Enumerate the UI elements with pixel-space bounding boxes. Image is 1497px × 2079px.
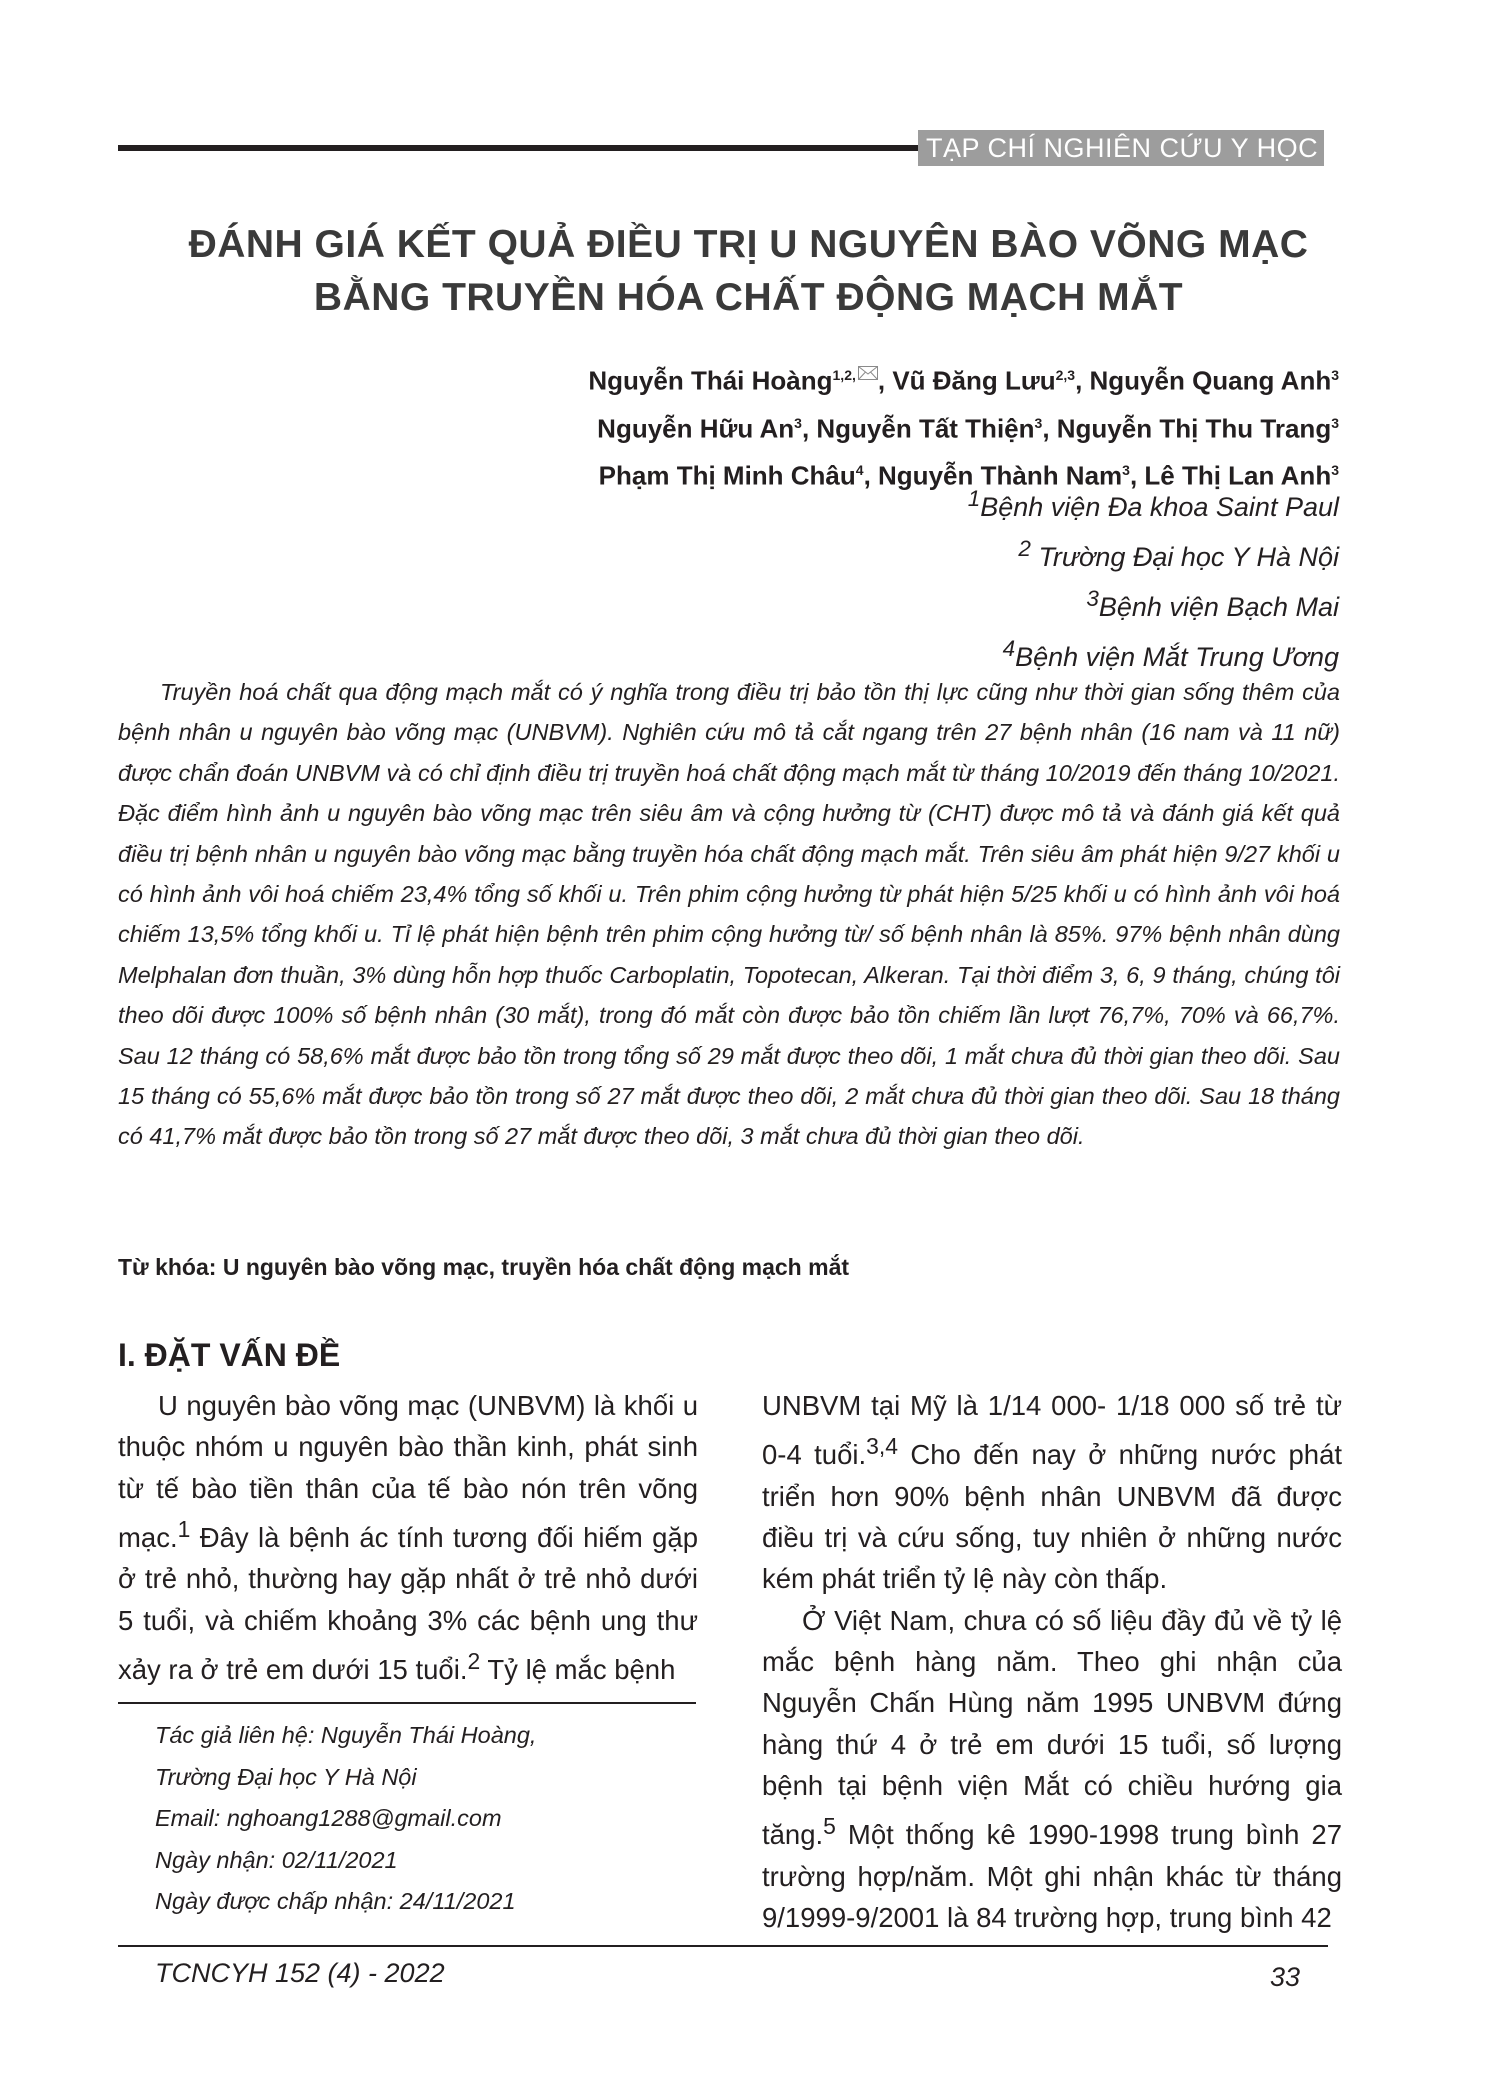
- abstract: [118, 672, 1340, 1157]
- email-text: Email: nghoang1288@gmail.com: [155, 1805, 502, 1831]
- author-affil-sup: 3: [1331, 414, 1339, 431]
- citation-sup: 2: [467, 1647, 481, 1674]
- author-name: Phạm Thị Minh Châu: [598, 460, 856, 491]
- author-affil-sup: 2,3: [1055, 367, 1076, 383]
- affiliation-4: [968, 628, 1339, 678]
- body-text: UNBVM tại Mỹ là 1/14 000- 1/18 000 số trẻ từ 0-4 tuổi.: [762, 1390, 1342, 1471]
- author-affil-sup: 3: [1034, 414, 1043, 431]
- author-name: , Vũ Đăng Lưu: [877, 365, 1056, 396]
- affiliation-list: [968, 478, 1339, 678]
- citation-sup: 3,4: [866, 1433, 898, 1460]
- affiliation-2: [968, 528, 1339, 578]
- footer-rule: [118, 1945, 1328, 1947]
- author-line-2: [588, 402, 1339, 450]
- body-column-right: [762, 1385, 1342, 1938]
- keywords: Từ khóa: U nguyên bào võng mạc, truyền hóa chất động mạch mắt: [118, 1254, 850, 1280]
- author-name: , Nguyễn Quang Anh: [1075, 365, 1332, 396]
- footnote: [155, 1715, 536, 1923]
- author-line-1: [588, 350, 1339, 402]
- body-column-left: [118, 1385, 698, 1690]
- envelope-icon: [858, 350, 878, 392]
- abstract-text: Truyền hoá chất qua động mạch mắt có ý nghĩa trong điều trị bảo tồn thị lực cũng như thời gian sống thêm của bệnh nhân u nguyên bào võng mạc (UNBVM). Nghiên cứu mô tả cắt ngang trên 27 bệnh nhân (16 nam và 11 nữ) được chẩn đoán UNBVM và có chỉ định điều trị truyền hoá chất động mạch mắt từ tháng 10/2019 đến tháng 10/2021. Đặc điểm hình ảnh u nguyên bào võng mạc trên siêu âm và cộng hưởng từ (CHT) được mô tả và đánh giá kết quả điều trị bệnh nhân u nguyên bào võng mạc bằng truyền hóa chất động mạch mắt. Trên siêu âm phát hiện 9/27 khối u có hình ảnh vôi hoá chiếm 23,4% tổng số khối u. Trên phim cộng hưởng từ phát hiện 5/25 khối u có hình ảnh vôi hoá chiếm 13,5% tổng khối u. Tỉ lệ phát hiện bệnh trên phim cộng hưởng từ/ số bệnh nhân là 85%. 97% bệnh nhân dùng Melphalan đơn thuần, 3% dùng hỗn hợp thuốc Carboplatin, Topotecan, Alkeran. Tại thời điểm 3, 6, 9 tháng, chúng tôi theo dõi được 100% số bệnh nhân (30 mắt), trong đó mắt còn được bảo tồn chiếm lần lượt 76,7%, 70% và 66,7%. Sau 12 tháng có 58,6% mắt được bảo tồn trong tổng số 29 mắt được theo dõi, 1 mắt chưa đủ thời gian theo dõi. Sau 15 tháng có 55,6% mắt được bảo tồn trong số 27 mắt được theo dõi, 2 mắt chưa đủ thời gian theo dõi. Sau 18 tháng có 41,7% mắt được bảo tồn trong số 27 mắt được theo dõi, 3 mắt chưa đủ thời gian theo dõi.: [118, 679, 1340, 1150]
- body-paragraph: [762, 1385, 1342, 1600]
- accepted-date: Ngày được chấp nhận: 24/11/2021: [155, 1888, 516, 1914]
- author-name: , Lê Thị Lan Anh: [1129, 460, 1332, 491]
- author-name: , Nguyễn Thành Nam: [863, 460, 1123, 491]
- affiliation-name: Bệnh viện Bạch Mai: [1098, 592, 1339, 622]
- author-name: , Nguyễn Thị Thu Trang: [1042, 413, 1332, 444]
- article-title: [100, 218, 1397, 324]
- author-affil-sup: 3: [1122, 462, 1130, 479]
- author-name: Nguyễn Thái Hoàng: [588, 365, 833, 396]
- affiliation-3: [968, 578, 1339, 628]
- institution: Trường Đại học Y Hà Nội: [155, 1763, 417, 1790]
- body-paragraph: [118, 1385, 698, 1690]
- title-line-1: ĐÁNH GIÁ KẾT QUẢ ĐIỀU TRỊ U NGUYÊN BÀO VÕNG MẠC: [188, 223, 1309, 266]
- citation-sup: 1: [177, 1515, 191, 1542]
- affiliation-sup: 2: [1018, 536, 1031, 561]
- affiliation-name: Bệnh viện Đa khoa Saint Paul: [980, 492, 1339, 522]
- journal-name: TẠP CHÍ NGHIÊN CỨU Y HỌC: [918, 130, 1324, 166]
- body-text: Đây là bệnh ác tính tương đối hiếm gặp ở trẻ nhỏ, thường hay gặp nhất ở trẻ nhỏ dưới 5 tuổi, và chiếm khoảng 3% các bệnh ung thư xảy ra ở trẻ em dưới 15 tuổi.: [118, 1522, 698, 1686]
- affiliation-sup: 3: [1086, 586, 1099, 611]
- body-text: U nguyên bào võng mạc (UNBVM) là khối u thuộc nhóm u nguyên bào thần kinh, phát sinh từ tế bào tiền thân của tế bào nón trên võng mạc.: [118, 1390, 698, 1554]
- header-rule: [118, 145, 918, 151]
- body-paragraph: [762, 1600, 1342, 1939]
- corresponding-author: Tác giả liên hệ: Nguyễn Thái Hoàng,: [155, 1722, 537, 1748]
- affiliation-1: [968, 478, 1339, 528]
- affiliation-sup: 1: [967, 486, 981, 511]
- page-number: 33: [1270, 1962, 1301, 1992]
- author-affil-sup: 1,2,: [832, 367, 856, 383]
- journal-citation: TCNCYH 152 (4) - 2022: [155, 1958, 445, 1988]
- affiliation-sup: 4: [1002, 636, 1016, 661]
- author-affil-sup: 3: [1331, 367, 1339, 383]
- body-text: Tỷ lệ mắc bệnh: [480, 1654, 676, 1686]
- affiliation-name: Trường Đại học Y Hà Nội: [1030, 542, 1339, 572]
- author-name: , Nguyễn Tất Thiện: [801, 413, 1035, 444]
- footnote-rule: [118, 1702, 696, 1704]
- body-text: Ở Việt Nam, chưa có số liệu đầy đủ về tỷ lệ mắc bệnh hàng năm. Theo ghi nhận của Nguyễn Chấn Hùng năm 1995 UNBVM đứng hàng thứ 4 ở trẻ em dưới 15 tuổi, số lượng bệnh tại bệnh viện Mắt có chiều hướng gia tăng.: [762, 1604, 1342, 1851]
- author-name: Nguyễn Hữu An: [597, 413, 795, 444]
- affiliation-name: Bệnh viện Mắt Trung Ương: [1015, 642, 1339, 672]
- body-text: Cho đến nay ở những nước phát triển hơn 90% bệnh nhân UNBVM đã được điều trị và cứu sống, tuy nhiên ở những nước kém phát triển tỷ lệ này còn thấp.: [762, 1439, 1342, 1595]
- author-affil-sup: 3: [1331, 462, 1339, 479]
- citation-sup: 5: [823, 1813, 836, 1840]
- body-text: Một thống kê 1990-1998 trung bình 27 trường hợp/năm. Một ghi nhận khác từ tháng 9/1999-9/2001 là 84 trường hợp, trung bình 42: [762, 1819, 1342, 1933]
- received-date: Ngày nhận: 02/11/2021: [155, 1846, 398, 1873]
- author-affil-sup: 4: [855, 462, 864, 479]
- author-affil-sup: 3: [794, 414, 802, 431]
- title-line-2: BẰNG TRUYỀN HÓA CHẤT ĐỘNG MẠCH MẮT: [313, 276, 1184, 319]
- section-heading: I. ĐẶT VẤN ĐỀ: [118, 1337, 341, 1373]
- author-list: [588, 350, 1339, 497]
